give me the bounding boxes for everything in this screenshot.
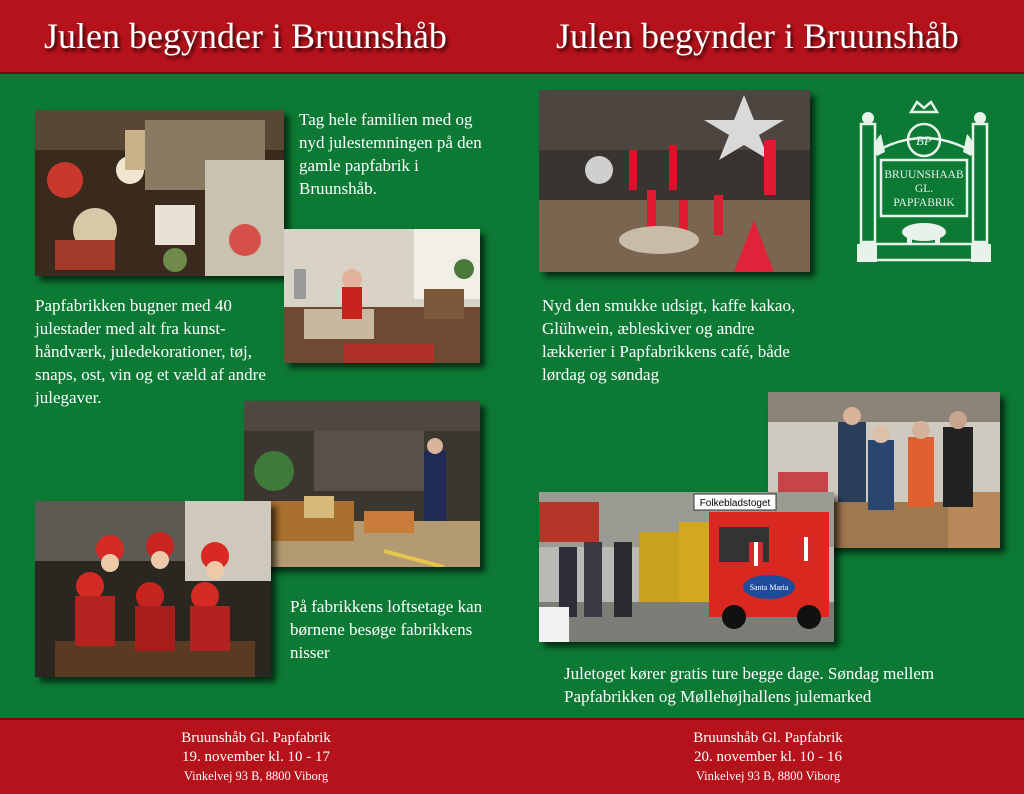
footer-right-date: 20. november kl. 10 - 16: [694, 749, 842, 765]
photo-market-hall: [284, 229, 480, 363]
logo-monogram: BP: [916, 133, 932, 148]
logo-line1: BRUUNSHAAB: [884, 169, 964, 181]
intro-text: Tag hele familien med og nyd julestemningen på den gamle papfabrik i Bruunshåb.: [299, 110, 482, 198]
header-band: [0, 0, 1024, 74]
train-badge: Santa Maria: [749, 583, 789, 592]
factory-logo: [855, 94, 993, 268]
photo-christmas-elves: [35, 501, 271, 677]
page-title-right: Julen begynder i Bruunshåb: [556, 16, 959, 56]
photo-christmas-train: [539, 492, 834, 642]
footer-right: [618, 729, 918, 786]
photo-candle-decorations: [539, 90, 810, 272]
elves-text: På fabrikkens loftsetage kan børnene besøge fabrikkens nisser: [290, 597, 483, 662]
logo-line2: GL.: [914, 183, 934, 195]
photo-factory-floor: [244, 401, 480, 567]
photo-christmas-stall: [35, 110, 284, 276]
footer-band: [0, 718, 1024, 794]
footer-left: [106, 729, 406, 786]
footer-left-address: Vinkelvej 93 B, 8800 Viborg: [183, 769, 329, 783]
footer-left-date: 19. november kl. 10 - 17: [182, 749, 330, 765]
footer-left-venue: Bruunshåb Gl. Papfabrik: [181, 730, 331, 746]
train-sign: Folkebladstoget: [699, 498, 771, 509]
footer-right-venue: Bruunshåb Gl. Papfabrik: [693, 730, 843, 746]
logo-line3: PAPFABRIK: [893, 197, 955, 209]
cafe-text: Nyd den smukke udsigt, kaffe kakao, Glühwein, æbleskiver og andre lækkerier i Papfabrikkens café, både lørdag og søndag: [542, 296, 796, 384]
page-title-left: Julen begynder i Bruunshåb: [44, 16, 447, 56]
stalls-text: Papfabrikken bugner med 40 julestader med alt fra kunst-håndværk, juledekorationer, tøj, snaps, ost, vin og et væld af andre julegaver.: [35, 296, 266, 407]
footer-right-address: Vinkelvej 93 B, 8800 Viborg: [695, 769, 841, 783]
train-text: Juletoget kører gratis ture begge dage. Søndag mellem Papfabrikken og Møllehøjhallens julemarked: [564, 664, 935, 706]
